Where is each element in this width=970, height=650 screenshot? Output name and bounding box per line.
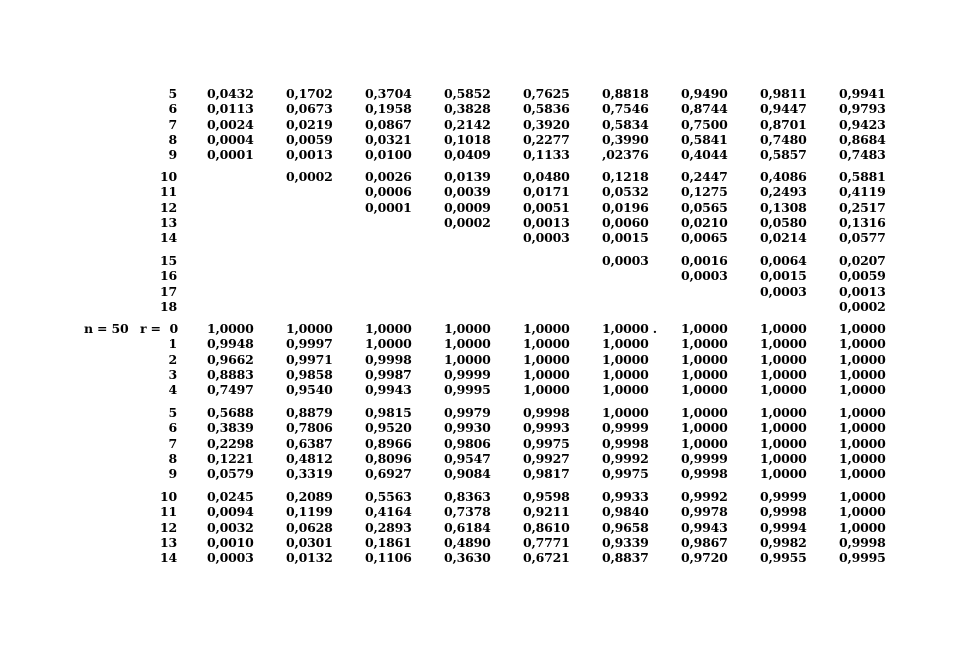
table-cell: 0,9423 <box>839 116 886 132</box>
table-cell: 1,0000 <box>760 450 807 466</box>
row-label: 7 <box>168 116 177 132</box>
table-cell: 0,9992 <box>602 450 649 466</box>
row-label: 2 <box>168 351 177 367</box>
table-cell: 1,0000 <box>523 351 570 367</box>
table-cell: 1,0000 <box>839 420 886 436</box>
table-cell: 0,9662 <box>207 351 254 367</box>
table-cell: 0,9840 <box>602 504 649 520</box>
table-cell: 1,0000 <box>523 366 570 382</box>
table-cell: 0,9811 <box>760 86 807 101</box>
table-cell: 0,7546 <box>602 101 649 117</box>
table-cell: 0,9927 <box>523 450 570 466</box>
table-cell: 0,5834 <box>602 116 649 132</box>
table-cell: 0,3990 <box>602 131 649 147</box>
table-cell: 1,0000 <box>681 366 728 382</box>
table-cell: 0,9995 <box>839 550 886 566</box>
table-cell: 0,9793 <box>839 101 886 117</box>
table-cell: 0,9998 <box>523 405 570 420</box>
table-cell: 1,0000 <box>444 321 491 336</box>
table-cell: 0,9995 <box>444 382 491 398</box>
table-cell: 0,0039 <box>444 184 491 200</box>
table-cell: 0,4890 <box>444 534 491 550</box>
table-cell: 0,4044 <box>681 147 728 163</box>
table-cell: 0,9999 <box>760 489 807 504</box>
row-label: 8 <box>168 131 177 147</box>
table-cell: 0,5836 <box>523 101 570 117</box>
table-cell: 1,0000 <box>602 366 649 382</box>
table-cell: 0,8744 <box>681 101 728 117</box>
table-cell: 0,1275 <box>681 184 728 200</box>
table-cell: 0,1316 <box>839 214 886 230</box>
table-cell: 0,0006 <box>365 184 412 200</box>
table-cell: 0,0013 <box>839 283 886 299</box>
table-cell: 0,0015 <box>602 230 649 246</box>
table-cell: 1,0000 . <box>602 321 657 336</box>
row-label: 5 <box>168 405 177 420</box>
table-cell: 0,1702 <box>286 86 333 101</box>
row-label: 9 <box>168 466 177 482</box>
row-label: 8 <box>168 450 177 466</box>
table-cell: 0,9999 <box>444 366 491 382</box>
table-cell: 0,7625 <box>523 86 570 101</box>
table-cell: 0,0565 <box>681 199 728 215</box>
table-cell: 1,0000 <box>365 321 412 336</box>
table-cell: 0,2089 <box>286 489 333 504</box>
table-cell: 0,6387 <box>286 435 333 451</box>
table-cell: 0,9993 <box>523 420 570 436</box>
table-cell: 0,9339 <box>602 534 649 550</box>
table-cell: 0,1018 <box>444 131 491 147</box>
table-cell: 0,2517 <box>839 199 886 215</box>
table-cell: 0,2493 <box>760 184 807 200</box>
table-cell: 0,0064 <box>760 253 807 268</box>
table-cell: 0,9211 <box>523 504 570 520</box>
table-cell: 1,0000 <box>839 336 886 352</box>
table-cell: 0,9955 <box>760 550 807 566</box>
table-cell: 0,9520 <box>365 420 412 436</box>
row-label: 11 <box>160 184 177 200</box>
table-cell: 0,9817 <box>523 466 570 482</box>
row-label: 13 <box>160 534 177 550</box>
table-cell: 0,1958 <box>365 101 412 117</box>
table-cell: 0,0196 <box>602 199 649 215</box>
n-label: n = 50 <box>84 321 129 336</box>
table-cell: 0,9975 <box>602 466 649 482</box>
table-cell: 0,4164 <box>365 504 412 520</box>
row-label: 17 <box>160 283 177 299</box>
table-cell: 0,9998 <box>365 351 412 367</box>
table-cell: 0,0015 <box>760 268 807 284</box>
table-cell: 0,7480 <box>760 131 807 147</box>
table-cell: 1,0000 <box>839 519 886 535</box>
row-label: 15 <box>160 253 177 268</box>
table-cell: 0,0210 <box>681 214 728 230</box>
table-cell: 0,9987 <box>365 366 412 382</box>
table-cell: 0,1106 <box>365 550 412 566</box>
table-cell: 0,8096 <box>365 450 412 466</box>
table-cell: 1,0000 <box>365 336 412 352</box>
table-cell: 0,1861 <box>365 534 412 550</box>
table-cell: 0,3319 <box>286 466 333 482</box>
row-label: 6 <box>168 101 177 117</box>
table-cell: 0,9540 <box>286 382 333 398</box>
table-cell: 0,3920 <box>523 116 570 132</box>
table-cell: 1,0000 <box>523 336 570 352</box>
table-cell: 0,8818 <box>602 86 649 101</box>
table-cell: 0,9867 <box>681 534 728 550</box>
table-cell: 0,9943 <box>681 519 728 535</box>
table-cell: 0,2893 <box>365 519 412 535</box>
table-cell: 0,1308 <box>760 199 807 215</box>
table-cell: 0,0219 <box>286 116 333 132</box>
table-cell: 0,8610 <box>523 519 570 535</box>
table-cell: 0,1133 <box>523 147 570 163</box>
table-cell: 0,0013 <box>286 147 333 163</box>
table-cell: 0,3828 <box>444 101 491 117</box>
table-cell: 1,0000 <box>681 382 728 398</box>
table-cell: 1,0000 <box>681 435 728 451</box>
table-cell: 0,7806 <box>286 420 333 436</box>
table-cell: 1,0000 <box>839 450 886 466</box>
table-cell: 0,9999 <box>602 420 649 436</box>
row-label: 10 <box>160 169 177 184</box>
table-cell: 0,9930 <box>444 420 491 436</box>
table-cell: 0,0010 <box>207 534 254 550</box>
row-label: 9 <box>168 147 177 163</box>
table-cell: 0,1199 <box>286 504 333 520</box>
table-cell: 0,0100 <box>365 147 412 163</box>
table-cell: 0,0139 <box>444 169 491 184</box>
table-cell: 1,0000 <box>207 321 254 336</box>
table-cell: 1,0000 <box>523 382 570 398</box>
table-cell: 1,0000 <box>760 435 807 451</box>
table-cell: 0,0579 <box>207 466 254 482</box>
table-cell: 0,7483 <box>839 147 886 163</box>
table-cell: 0,9992 <box>681 489 728 504</box>
table-cell: 0,9598 <box>523 489 570 504</box>
table-cell: 0,9998 <box>839 534 886 550</box>
table-cell: 0,1221 <box>207 450 254 466</box>
row-label: 0 <box>169 321 178 336</box>
table-cell: 0,0214 <box>760 230 807 246</box>
table-cell: 0,7497 <box>207 382 254 398</box>
table-cell: 0,0001 <box>207 147 254 163</box>
table-cell: 0,8879 <box>286 405 333 420</box>
table-cell: 0,0867 <box>365 116 412 132</box>
table-cell: 0,5852 <box>444 86 491 101</box>
table-cell: 1,0000 <box>681 420 728 436</box>
table-cell: 0,8701 <box>760 116 807 132</box>
table-cell: 1,0000 <box>839 435 886 451</box>
table-cell: 0,2447 <box>681 169 728 184</box>
table-cell: 0,4812 <box>286 450 333 466</box>
table-cell: 0,0032 <box>207 519 254 535</box>
table-cell: 0,0301 <box>286 534 333 550</box>
table-cell: 0,5841 <box>681 131 728 147</box>
table-cell: 0,7771 <box>523 534 570 550</box>
table-cell: 0,9998 <box>681 466 728 482</box>
table-cell: 0,9447 <box>760 101 807 117</box>
table-cell: 1,0000 <box>760 321 807 336</box>
table-cell: 1,0000 <box>681 336 728 352</box>
table-cell: 0,9941 <box>839 86 886 101</box>
table-cell: 0,0321 <box>365 131 412 147</box>
row-label: 13 <box>160 214 177 230</box>
table-cell: 1,0000 <box>839 504 886 520</box>
table-cell: 0,9975 <box>523 435 570 451</box>
row-label: 6 <box>168 420 177 436</box>
table-cell: 1,0000 <box>681 351 728 367</box>
table-cell: 0,0432 <box>207 86 254 101</box>
row-label: 7 <box>168 435 177 451</box>
table-cell: 0,4119 <box>839 184 886 200</box>
table-cell: 0,2298 <box>207 435 254 451</box>
table-cell: 0,9978 <box>681 504 728 520</box>
table-cell: 0,9933 <box>602 489 649 504</box>
table-cell: 0,8966 <box>365 435 412 451</box>
table-cell: 0,7378 <box>444 504 491 520</box>
table-cell: 1,0000 <box>760 366 807 382</box>
table-cell: 0,0532 <box>602 184 649 200</box>
table-cell: 0,0003 <box>523 230 570 246</box>
table-cell: 0,0132 <box>286 550 333 566</box>
table-cell: 0,9971 <box>286 351 333 367</box>
table-cell: ,02376 <box>602 147 649 163</box>
table-cell: 0,9720 <box>681 550 728 566</box>
table-cell: 0,0628 <box>286 519 333 535</box>
table-cell: 1,0000 <box>760 351 807 367</box>
row-label: 11 <box>160 504 177 520</box>
table-cell: 0,0024 <box>207 116 254 132</box>
table-cell: 0,5563 <box>365 489 412 504</box>
table-cell: 0,5881 <box>839 169 886 184</box>
table-cell: 0,0059 <box>286 131 333 147</box>
table-cell: 1,0000 <box>681 321 728 336</box>
row-label: 14 <box>160 550 177 566</box>
table-cell: 0,6927 <box>365 466 412 482</box>
table-cell: 0,0577 <box>839 230 886 246</box>
row-label: 12 <box>160 519 177 535</box>
table-cell: 1,0000 <box>444 336 491 352</box>
row-label: 10 <box>160 489 177 504</box>
row-label: 18 <box>160 298 177 314</box>
table-cell: 1,0000 <box>760 336 807 352</box>
table-cell: 0,0003 <box>602 253 649 268</box>
table-cell: 0,2142 <box>444 116 491 132</box>
table-cell: 0,0004 <box>207 131 254 147</box>
table-cell: 1,0000 <box>286 321 333 336</box>
table-cell: 0,0059 <box>839 268 886 284</box>
table-cell: 1,0000 <box>602 351 649 367</box>
table-cell: 1,0000 <box>839 366 886 382</box>
table-cell: 0,8883 <box>207 366 254 382</box>
table-cell: 0,3839 <box>207 420 254 436</box>
table-cell: 0,5688 <box>207 405 254 420</box>
table-cell: 0,0003 <box>760 283 807 299</box>
table-cell: 0,0009 <box>444 199 491 215</box>
table-cell: 1,0000 <box>839 321 886 336</box>
table-cell: 0,9806 <box>444 435 491 451</box>
table-cell: 0,0013 <box>523 214 570 230</box>
table-cell: 1,0000 <box>602 382 649 398</box>
table-cell: 0,5857 <box>760 147 807 163</box>
table-cell: 0,9997 <box>286 336 333 352</box>
table-cell: 0,3704 <box>365 86 412 101</box>
table-cell: 0,3630 <box>444 550 491 566</box>
table-cell: 0,4086 <box>760 169 807 184</box>
row-label: 14 <box>160 230 177 246</box>
table-cell: 0,0673 <box>286 101 333 117</box>
table-cell: 0,0003 <box>681 268 728 284</box>
table-cell: 0,9943 <box>365 382 412 398</box>
table-cell: 0,0002 <box>839 298 886 314</box>
table-cell: 0,9999 <box>681 450 728 466</box>
table-cell: 0,9547 <box>444 450 491 466</box>
table-cell: 0,0065 <box>681 230 728 246</box>
table-cell: 0,9948 <box>207 336 254 352</box>
table-cell: 0,0480 <box>523 169 570 184</box>
table-cell: 1,0000 <box>602 405 649 420</box>
row-label: 3 <box>168 366 177 382</box>
table-cell: 0,9490 <box>681 86 728 101</box>
table-cell: 0,9994 <box>760 519 807 535</box>
table-cell: 0,8684 <box>839 131 886 147</box>
table-cell: 0,9858 <box>286 366 333 382</box>
row-label: 12 <box>160 199 177 215</box>
table-cell: 1,0000 <box>602 336 649 352</box>
table-cell: 0,9979 <box>444 405 491 420</box>
table-cell: 1,0000 <box>760 420 807 436</box>
table-cell: 0,2277 <box>523 131 570 147</box>
table-cell: 1,0000 <box>760 382 807 398</box>
table-cell: 0,1218 <box>602 169 649 184</box>
table-cell: 1,0000 <box>523 321 570 336</box>
table-cell: 0,0002 <box>444 214 491 230</box>
table-cell: 0,8363 <box>444 489 491 504</box>
table-cell: 0,0113 <box>207 101 254 117</box>
table-cell: 0,9998 <box>760 504 807 520</box>
table-cell: 0,8837 <box>602 550 649 566</box>
table-cell: 0,0094 <box>207 504 254 520</box>
table-cell: 0,0245 <box>207 489 254 504</box>
table-cell: 0,9815 <box>365 405 412 420</box>
table-cell: 0,0051 <box>523 199 570 215</box>
row-label: 1 <box>168 336 177 352</box>
table-cell: 0,0002 <box>286 169 333 184</box>
table-cell: 0,9084 <box>444 466 491 482</box>
table-cell: 0,0171 <box>523 184 570 200</box>
table-cell: 1,0000 <box>839 466 886 482</box>
table-cell: 1,0000 <box>681 405 728 420</box>
table-cell: 1,0000 <box>839 351 886 367</box>
table-cell: 1,0000 <box>760 405 807 420</box>
table-cell: 0,0001 <box>365 199 412 215</box>
table-cell: 0,0016 <box>681 253 728 268</box>
table-cell: 0,9658 <box>602 519 649 535</box>
table-cell: 1,0000 <box>839 405 886 420</box>
table-cell: 1,0000 <box>839 489 886 504</box>
table-cell: 0,9998 <box>602 435 649 451</box>
table-cell: 0,6721 <box>523 550 570 566</box>
row-label: 4 <box>168 382 177 398</box>
table-cell: 0,0026 <box>365 169 412 184</box>
table-cell: 0,6184 <box>444 519 491 535</box>
table-cell: 1,0000 <box>760 466 807 482</box>
table-cell: 0,0580 <box>760 214 807 230</box>
row-label: 5 <box>168 86 177 101</box>
r-prefix: r = <box>140 321 161 336</box>
row-label: 16 <box>160 268 177 284</box>
table-cell: 0,9982 <box>760 534 807 550</box>
table-cell: 1,0000 <box>839 382 886 398</box>
table-cell: 0,7500 <box>681 116 728 132</box>
table-cell: 0,0060 <box>602 214 649 230</box>
table-cell: 0,0207 <box>839 253 886 268</box>
table-cell: 1,0000 <box>444 351 491 367</box>
table-cell: 0,0003 <box>207 550 254 566</box>
table-cell: 0,0409 <box>444 147 491 163</box>
